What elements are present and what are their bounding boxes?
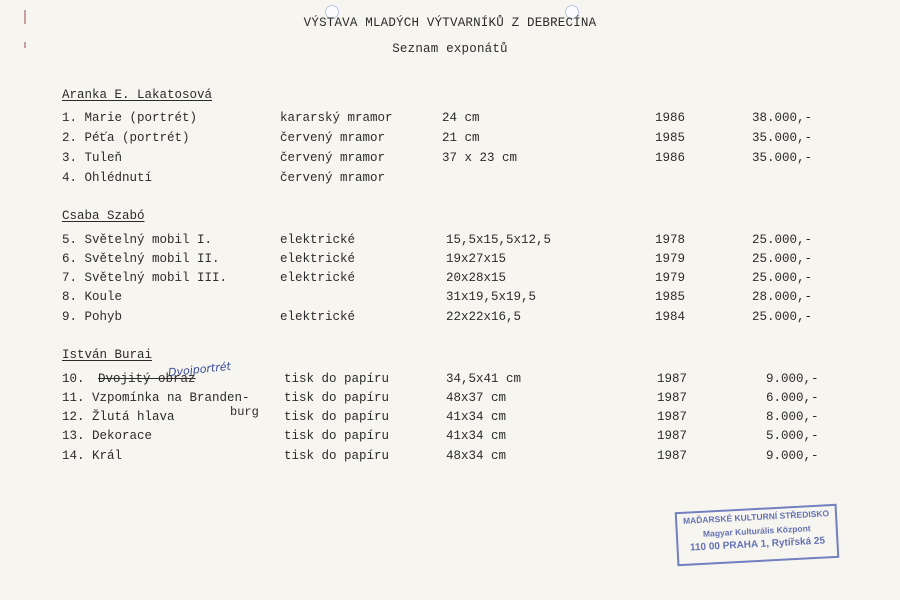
exhibit-name: 1. Marie (portrét) xyxy=(62,111,198,125)
document-title: VÝSTAVA MLADÝCH VÝTVARNÍKŮ Z DEBRECÍNA xyxy=(303,16,597,30)
exhibit-year: 1985 xyxy=(655,131,686,145)
exhibit-name: 2. Péťa (portrét) xyxy=(62,131,190,145)
exhibit-row xyxy=(0,290,900,308)
stamp-line: MAĎARSKÉ KULTURNÍ STŘEDISKO xyxy=(682,508,830,526)
exhibit-dimensions: 37 x 23 cm xyxy=(442,151,518,165)
exhibit-row xyxy=(0,372,900,390)
exhibit-price: 35.000,- xyxy=(752,131,813,145)
exhibit-year: 1986 xyxy=(655,111,686,125)
exhibit-dimensions: 19x27x15 xyxy=(446,252,507,266)
exhibit-material: kararský mramor xyxy=(280,111,393,125)
exhibit-material: elektrické xyxy=(280,252,356,266)
exhibit-year: 1987 xyxy=(657,391,688,405)
exhibit-price: 9.000,- xyxy=(766,449,819,463)
exhibit-material: červený mramor xyxy=(280,131,386,145)
exhibit-dimensions: 31x19,5x19,5 xyxy=(446,290,537,304)
document-subtitle: Seznam exponátů xyxy=(392,42,508,56)
exhibit-dimensions: 48x34 cm xyxy=(446,449,507,463)
exhibit-material: elektrické xyxy=(280,233,356,247)
exhibit-row xyxy=(0,310,900,328)
exhibit-name: 13. Dekorace xyxy=(62,429,153,443)
exhibit-row xyxy=(0,233,900,251)
stamp-line: Magyar Kulturális Központ xyxy=(702,523,811,539)
exhibit-name: 14. Král xyxy=(62,449,123,463)
exhibit-price: 25.000,- xyxy=(752,271,813,285)
artist-heading: István Burai xyxy=(62,348,153,362)
exhibit-year: 1986 xyxy=(655,151,686,165)
exhibit-price: 25.000,- xyxy=(752,252,813,266)
exhibit-material: tisk do papíru xyxy=(284,449,390,463)
exhibit-row xyxy=(0,252,900,270)
exhibit-row xyxy=(0,171,900,189)
exhibit-name-struck: Dvojitý obraz xyxy=(98,372,196,386)
exhibit-row xyxy=(0,151,900,169)
exhibit-price: 28.000,- xyxy=(752,290,813,304)
exhibit-material: červený mramor xyxy=(280,151,386,165)
exhibit-dimensions: 15,5x15,5x12,5 xyxy=(446,233,552,247)
exhibit-year: 1978 xyxy=(655,233,686,247)
exhibit-price: 8.000,- xyxy=(766,410,819,424)
exhibit-year: 1987 xyxy=(657,449,688,463)
exhibit-dimensions: 22x22x16,5 xyxy=(446,310,522,324)
exhibit-year: 1987 xyxy=(657,410,688,424)
exhibit-row xyxy=(0,271,900,289)
exhibit-material: elektrické xyxy=(280,310,356,324)
exhibit-material: tisk do papíru xyxy=(284,372,390,386)
exhibit-name: 8. Koule xyxy=(62,290,123,304)
name-continuation: burg xyxy=(230,405,259,419)
exhibit-name: 5. Světelný mobil I. xyxy=(62,233,213,247)
exhibit-year: 1984 xyxy=(655,310,686,324)
exhibit-price: 25.000,- xyxy=(752,310,813,324)
exhibit-name: 12. Žlutá hlava xyxy=(62,410,175,424)
artist-heading: Aranka E. Lakatosová xyxy=(62,88,213,102)
exhibit-price: 38.000,- xyxy=(752,111,813,125)
handwritten-correction: Dvojportrét xyxy=(167,359,232,380)
exhibit-name: 7. Světelný mobil III. xyxy=(62,271,228,285)
exhibit-row xyxy=(0,410,900,428)
exhibit-name: 3. Tuleň xyxy=(62,151,123,165)
exhibit-name: 11. Vzpomínka na Branden- xyxy=(62,391,250,405)
exhibit-dimensions: 24 cm xyxy=(442,111,480,125)
stamp-line: 110 00 PRAHA 1, Rytířská 25 xyxy=(689,535,826,554)
exhibit-name: 6. Světelný mobil II. xyxy=(62,252,220,266)
exhibit-dimensions: 41x34 cm xyxy=(446,429,507,443)
exhibit-row xyxy=(0,131,900,149)
exhibit-row xyxy=(0,391,900,409)
exhibit-dimensions: 20x28x15 xyxy=(446,271,507,285)
exhibit-row xyxy=(0,429,900,447)
exhibit-number: 10. xyxy=(62,372,85,386)
exhibit-dimensions: 34,5x41 cm xyxy=(446,372,522,386)
exhibit-price: 5.000,- xyxy=(766,429,819,443)
exhibit-name: 9. Pohyb xyxy=(62,310,123,324)
exhibit-row xyxy=(0,111,900,129)
institution-stamp xyxy=(675,504,840,566)
artist-heading: Csaba Szabó xyxy=(62,209,145,223)
exhibit-dimensions: 48x37 cm xyxy=(446,391,507,405)
exhibit-material: tisk do papíru xyxy=(284,429,390,443)
exhibit-dimensions: 21 cm xyxy=(442,131,480,145)
exhibit-year: 1987 xyxy=(657,429,688,443)
exhibit-year: 1985 xyxy=(655,290,686,304)
exhibit-dimensions: 41x34 cm xyxy=(446,410,507,424)
exhibit-year: 1987 xyxy=(657,372,688,386)
exhibit-price: 6.000,- xyxy=(766,391,819,405)
exhibit-year: 1979 xyxy=(655,271,686,285)
exhibit-material: tisk do papíru xyxy=(284,391,390,405)
exhibit-row xyxy=(0,449,900,467)
exhibit-material: elektrické xyxy=(280,271,356,285)
exhibit-price: 25.000,- xyxy=(752,233,813,247)
exhibit-year: 1979 xyxy=(655,252,686,266)
exhibit-material: tisk do papíru xyxy=(284,410,390,424)
exhibit-name: 4. Ohlédnutí xyxy=(62,171,153,185)
exhibit-price: 35.000,- xyxy=(752,151,813,165)
exhibit-material: červený mramor xyxy=(280,171,386,185)
exhibit-price: 9.000,- xyxy=(766,372,819,386)
